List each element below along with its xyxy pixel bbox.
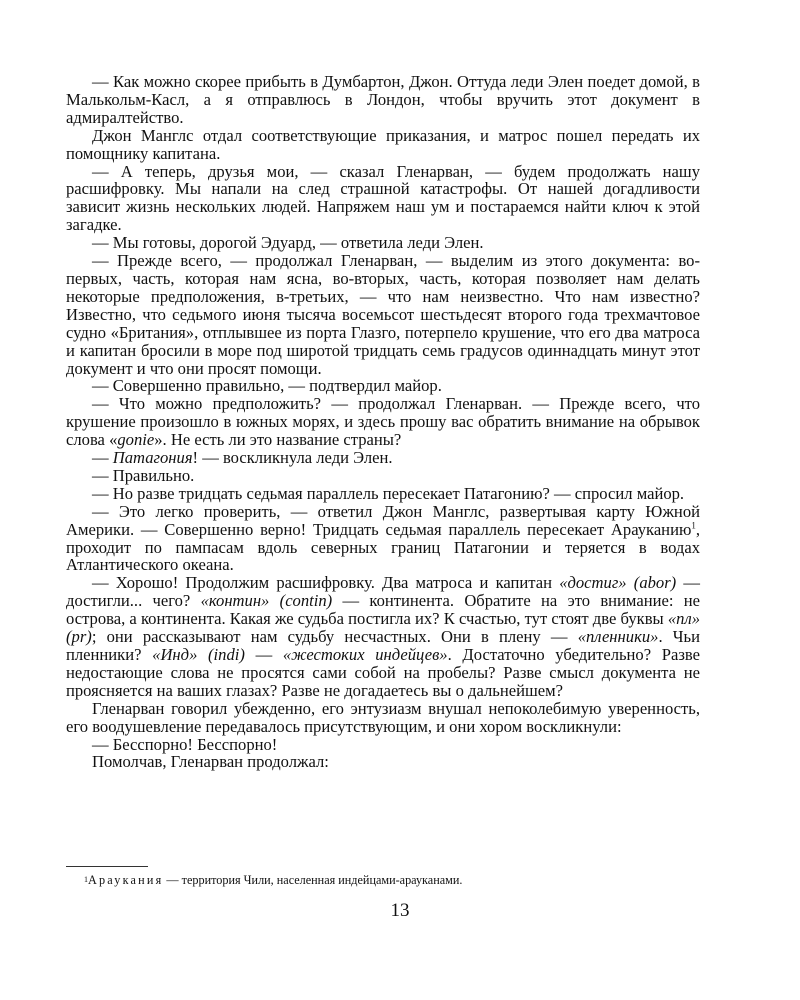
body-text xyxy=(66,73,700,771)
italic-word: «жестоких индейцев» xyxy=(282,645,448,664)
italic-word: gonie xyxy=(117,430,155,450)
italic-word: «достиг» (abor) xyxy=(559,573,677,593)
italic-word: «контин» (contin) xyxy=(200,591,333,611)
text-run: ! — воскликнула леди Элен. xyxy=(192,448,393,468)
paragraph: — Бесспорно! Бесспорно! xyxy=(92,734,278,754)
paragraph: Гленарван говорил убежденно, его энтузиазм внушал непоколебимую уверенность, его воодушевление передавалось присутствующим, и они хором воскликнули: xyxy=(66,698,700,736)
paragraph xyxy=(66,395,700,449)
paragraph: Джон Манглс отдал соответствующие приказания, и матрос пошел передать их помощнику капитана. xyxy=(66,125,700,163)
text-run: — Хорошо! Продолжим расшифровку. Два матроса и капитан xyxy=(92,573,560,593)
paragraph: — Но разве тридцать седьмая параллель пересекает Патагонию? — спросил майор. xyxy=(92,483,685,503)
italic-word: «Инд» (indi) xyxy=(152,645,245,664)
text-run: ». Не есть ли это название страны? xyxy=(154,430,402,450)
text-run: ; они рассказывают нам судьбу несчастных. Они в плену — xyxy=(91,627,578,647)
paragraph xyxy=(66,449,700,467)
paragraph: — Совершенно правильно, — подтвердил майор. xyxy=(92,376,442,396)
text-run: , проходит по пампасам вдоль северных границ Патагонии и теряется в водах Атлантического океана. xyxy=(66,519,700,575)
footnote-text: — территория Чили, населенная индейцами-арауканами. xyxy=(163,873,463,887)
text-run: — xyxy=(244,645,283,664)
paragraph xyxy=(66,574,700,699)
text-run: . Чьи пленники? xyxy=(66,627,701,664)
paragraph: — Прежде всего, — продолжал Гленарван, — выделим из этого документа: во-первых, часть, которая нам ясна, во-вторых, часть, которая позволяет нам делать некоторые предположения, в-третьих, — что нам неизвестно. Что нам известно? Известно, что седьмого июня тысяча восемьсот шестьдесят второго года трехмачтовое судно «Британия», отплывшее из порта Глазго, потерпело крушение, что его два матроса и капитан бросили в море под широтой тридцать семь градусов одиннадцать минут этот документ и что они просят помощи. xyxy=(66,251,700,378)
text-run: — Что можно предположить? — продолжал Гленарван. — Прежде всего, что крушение произошло в южных морях, и здесь прошу вас обратить внимание на обрывок слова « xyxy=(66,394,700,450)
paragraph xyxy=(66,503,700,575)
paragraph: — А теперь, друзья мои, — сказал Гленарван, — будем продолжать нашу расшифровку. Мы напали на след страшной катастрофы. От нашей догадливости зависит жизнь нескольких людей. Напряжем наш ум и постараемся найти ключ к этой загадке. xyxy=(66,161,700,235)
footnote-divider xyxy=(66,866,148,867)
italic-word: «пленники» xyxy=(577,627,659,647)
italic-word: «пл» (pr) xyxy=(66,609,700,647)
paragraph: — Как можно скорее прибыть в Думбартон, Джон. Оттуда леди Элен поедет домой, в Малькольм-Касл, а я отправлюсь в Лондон, чтобы вручить этот документ в адмиралтейство. xyxy=(66,72,700,127)
italic-word: Патагония xyxy=(112,448,193,468)
footnote-reference: 1 xyxy=(691,520,696,531)
text-run: — достигли... чего? xyxy=(66,573,700,611)
footnote-term: Араукания xyxy=(88,873,164,887)
footnote xyxy=(84,873,704,888)
paragraph: Помолчав, Гленарван продолжал: xyxy=(92,752,329,772)
text-run: . Достаточно убедительно? Разве недостающие слова не просятся сами собой на пробелы? Разве смысл документа не проясняется на ваших глазах? Разве не догадаетесь вы о дальнейшем? xyxy=(66,645,701,700)
text-run: — континента. Обратите на это внимание: не острова, а континента. Какая же судьба постигла их? К счастью, тут стоят две буквы xyxy=(66,591,700,629)
paragraph: — Правильно. xyxy=(92,465,195,485)
page-number: 13 xyxy=(390,900,410,921)
paragraph: — Мы готовы, дорогой Эдуард, — ответила леди Элен. xyxy=(92,233,484,253)
text-run: — Это легко проверить, — ответил Джон Манглс, развертывая карту Южной Америки. — Совершенно верно! Тридцать седьмая параллель пересекает Арауканию xyxy=(66,501,700,539)
footnote-mark: 1 xyxy=(84,875,88,884)
text-run: — xyxy=(92,448,113,468)
